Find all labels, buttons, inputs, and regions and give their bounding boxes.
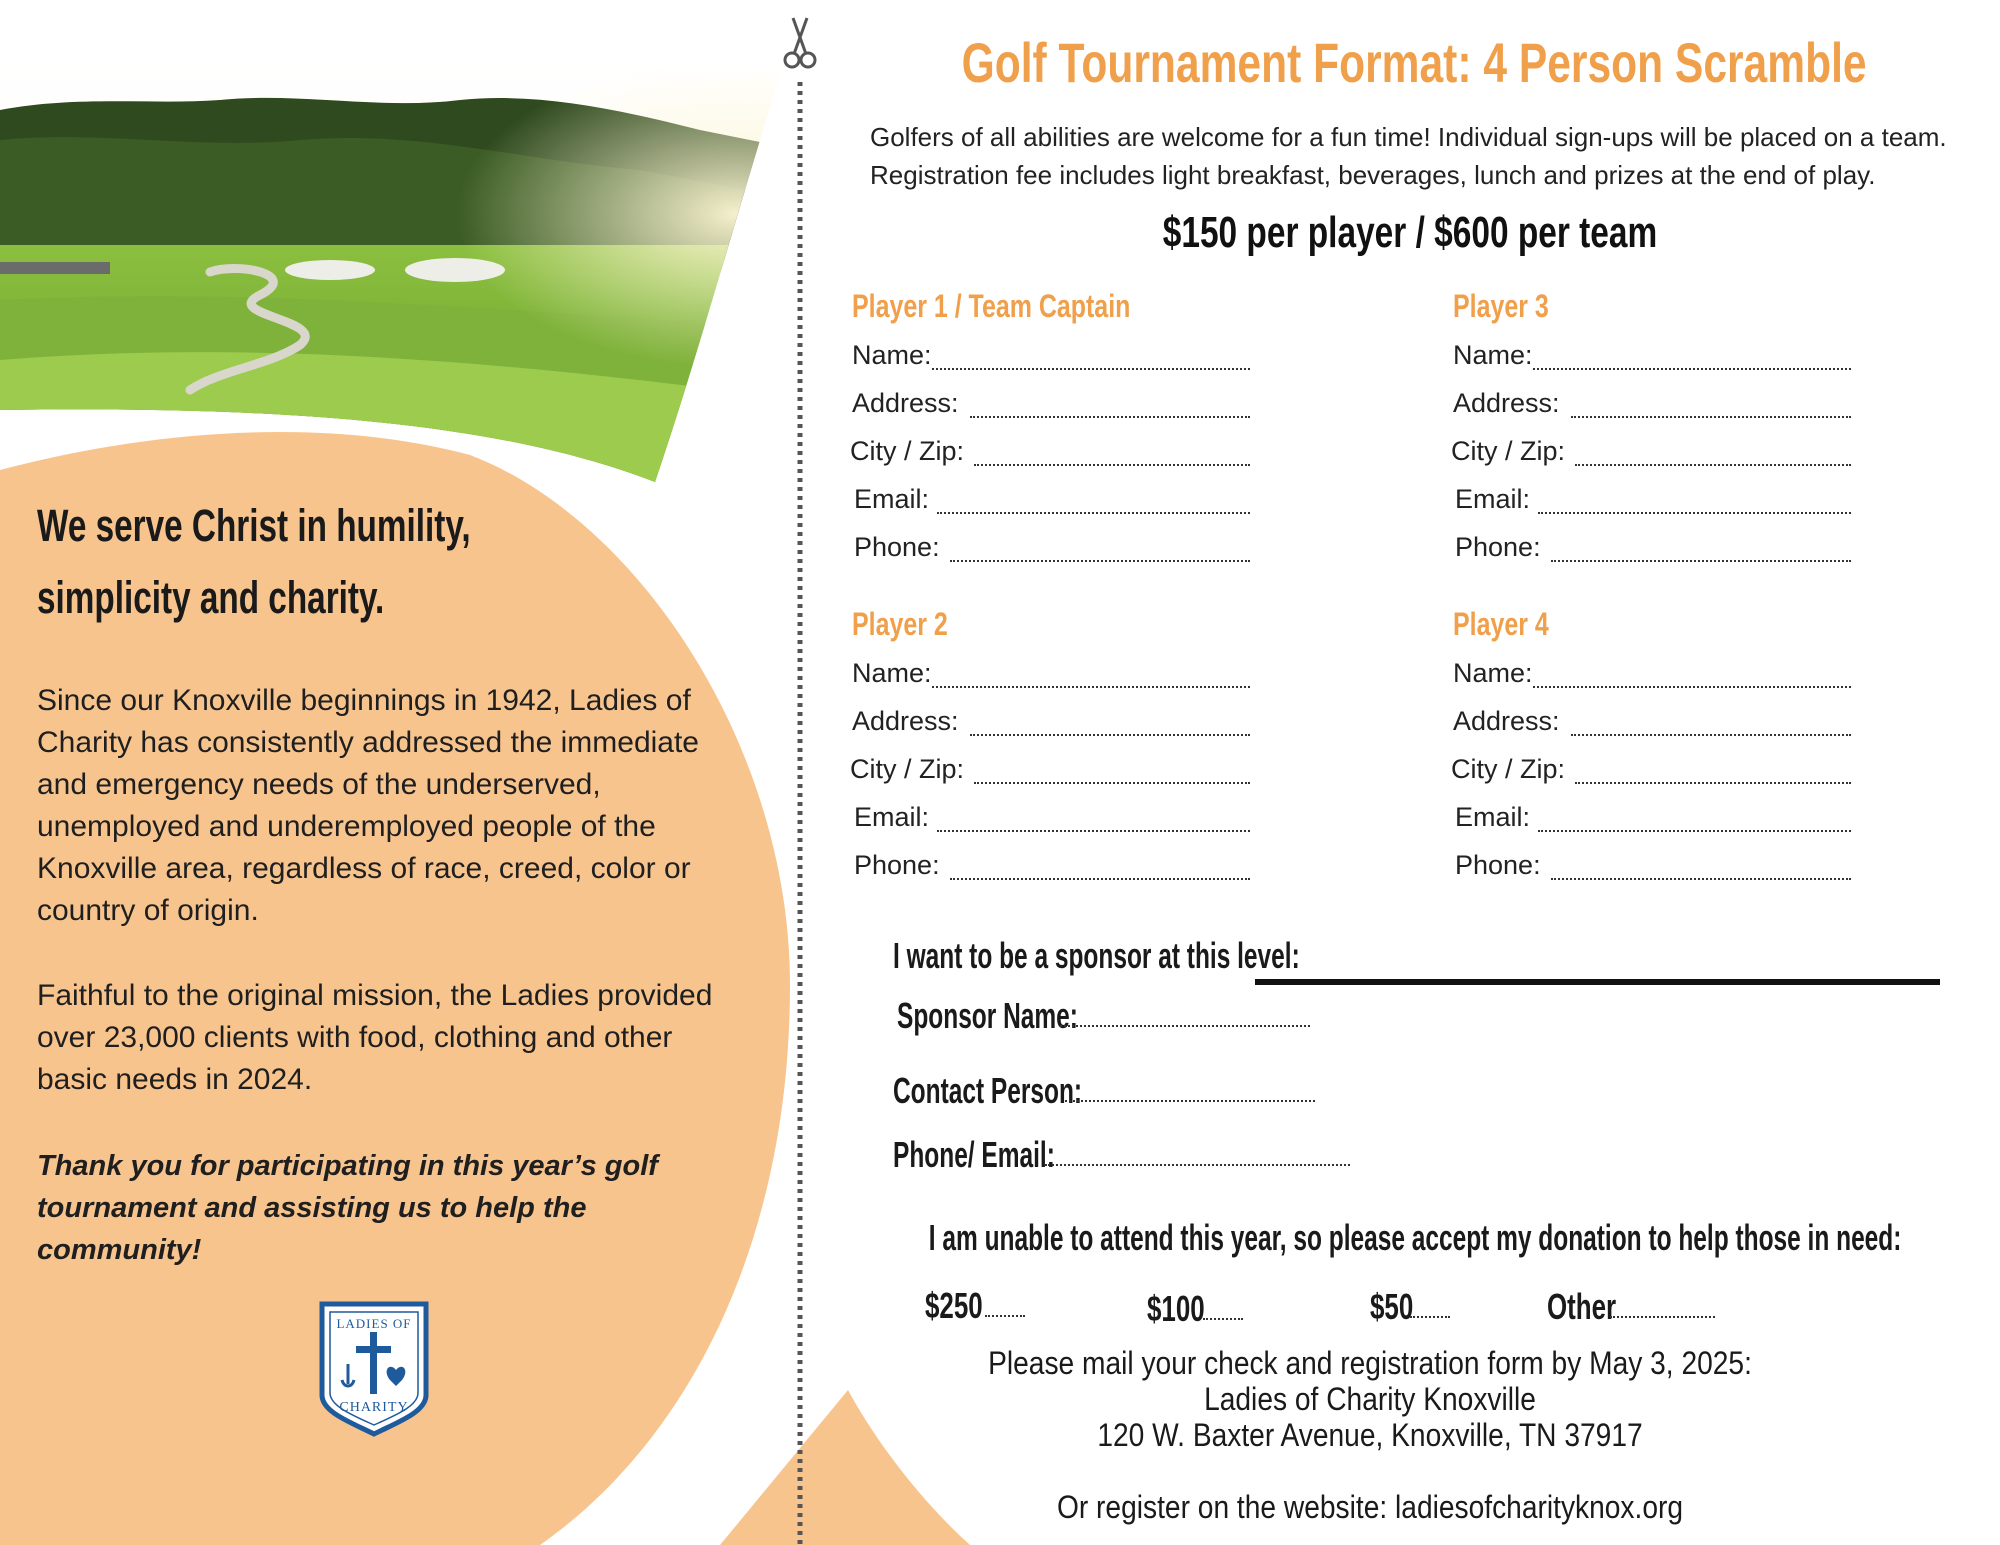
- player-2-address-label: Address:: [1453, 388, 1560, 418]
- player-4-city-label: City / Zip:: [1451, 754, 1566, 784]
- player-1-name-field[interactable]: [932, 368, 1250, 370]
- player-1-city-label: City / Zip:: [850, 436, 965, 466]
- sponsor-name-field[interactable]: [1060, 1025, 1310, 1027]
- player-1-phone-field[interactable]: [950, 560, 1250, 562]
- intro-line1: Golfers of all abilities are welcome for a fun time! Individual sign-ups will be placed on a team.: [870, 122, 1947, 152]
- logo-top-text: LADIES OF: [336, 1316, 412, 1331]
- mission-line: Faithful to the original mission, the Ladies provided: [37, 979, 713, 1012]
- mission-line: over 23,000 clients with food, clothing and other: [37, 1021, 673, 1054]
- mission-line: basic needs in 2024.: [37, 1063, 313, 1096]
- player-3-address-field[interactable]: [970, 734, 1250, 736]
- player-3-phone-label: Phone:: [854, 850, 940, 880]
- player-2-phone-label: Phone:: [1455, 532, 1541, 562]
- player-2-email-label: Email:: [1455, 484, 1531, 514]
- history-line: and emergency needs of the underserved,: [37, 768, 601, 801]
- player-4-title: Player 4: [1453, 606, 1549, 642]
- price-line: $150 per player / $600 per team: [1162, 208, 1658, 257]
- donation-option-50: $50: [1370, 1286, 1414, 1327]
- sponsor-level-label: I want to be a sponsor at this level:: [893, 935, 1300, 976]
- player-1-title: Player 1 / Team Captain: [852, 288, 1131, 324]
- mission-paragraph: [37, 975, 712, 1101]
- player-4-name-field[interactable]: [1533, 686, 1851, 688]
- history-line: Charity has consistently addressed the immediate: [37, 726, 699, 759]
- thank-you-line: tournament and assisting us to help the: [37, 1192, 587, 1224]
- donation-100-field[interactable]: [1203, 1318, 1243, 1320]
- golf-course-photo: [0, 60, 800, 505]
- contact-person-field[interactable]: [1065, 1100, 1315, 1102]
- player-4-address-label: Address:: [1453, 706, 1560, 736]
- mission-heading-line2: simplicity and charity.: [37, 572, 385, 623]
- player-1-email-field[interactable]: [937, 512, 1250, 514]
- history-line: Knoxville area, regardless of race, creed, color or: [37, 852, 691, 885]
- thank-you-line: Thank you for participating in this year’s golf: [37, 1150, 658, 1182]
- player-1-address-field[interactable]: [970, 416, 1250, 418]
- player-3-phone-field[interactable]: [950, 878, 1250, 880]
- sponsor-level-line[interactable]: [1255, 979, 1940, 985]
- scissors-icon: [782, 14, 818, 70]
- player-2-name-field[interactable]: [1533, 368, 1851, 370]
- donation-option-other: Other: [1547, 1286, 1617, 1327]
- mail-line1: Please mail your check and registration form by May 3, 2025:: [988, 1345, 1752, 1381]
- website-line: Or register on the website: ladiesofcharityknox.org: [1056, 1489, 1684, 1525]
- mission-heading-line1: We serve Christ in humility,: [37, 500, 471, 551]
- player-4-email-field[interactable]: [1538, 830, 1851, 832]
- donation-option-250: $250: [925, 1285, 983, 1326]
- player-4-name-label: Name:: [1453, 658, 1533, 688]
- contact-person-label: Contact Person:: [893, 1070, 1083, 1111]
- player-4-phone-label: Phone:: [1455, 850, 1541, 880]
- sponsor-name-label: Sponsor Name:: [897, 995, 1078, 1036]
- player-3-city-label: City / Zip:: [850, 754, 965, 784]
- phone-email-label: Phone/ Email:: [893, 1134, 1055, 1175]
- intro-line2: Registration fee includes light breakfast, beverages, lunch and prizes at the end of play.: [870, 160, 1876, 190]
- mailing-info: [820, 1345, 2000, 1525]
- player-4-address-field[interactable]: [1571, 734, 1851, 736]
- player-4-phone-field[interactable]: [1551, 878, 1851, 880]
- history-line: country of origin.: [37, 894, 259, 927]
- donation-prompt: I am unable to attend this year, so please accept my donation to help those in need:: [928, 1217, 1902, 1258]
- player-1-name-label: Name:: [852, 340, 932, 370]
- phone-email-field[interactable]: [1045, 1164, 1350, 1166]
- donation-250-field[interactable]: [985, 1315, 1025, 1317]
- player-1-city-field[interactable]: [974, 464, 1250, 466]
- player-1-phone-label: Phone:: [854, 532, 940, 562]
- donation-option-100: $100: [1147, 1288, 1205, 1329]
- mail-line3: 120 W. Baxter Avenue, Knoxville, TN 37917: [1097, 1417, 1643, 1453]
- thank-you-line: community!: [37, 1234, 202, 1266]
- player-2-phone-field[interactable]: [1551, 560, 1851, 562]
- player-1-email-label: Email:: [854, 484, 930, 514]
- donation-50-field[interactable]: [1410, 1316, 1450, 1318]
- player-2-city-field[interactable]: [1575, 464, 1851, 466]
- player-2-title: Player 3: [1453, 288, 1549, 324]
- player-3-title: Player 2: [852, 606, 948, 642]
- player-3-name-field[interactable]: [932, 686, 1250, 688]
- player-3-email-field[interactable]: [937, 830, 1250, 832]
- mail-line2: Ladies of Charity Knoxville: [1204, 1381, 1536, 1417]
- player-3-city-field[interactable]: [974, 782, 1250, 784]
- player-2-address-field[interactable]: [1571, 416, 1851, 418]
- player-3-name-label: Name:: [852, 658, 932, 688]
- history-line: unemployed and underemployed people of the: [37, 810, 656, 843]
- ladies-of-charity-logo: [318, 1300, 430, 1438]
- cross-anchor-heart-icon: [370, 1332, 377, 1394]
- player-4-email-label: Email:: [1455, 802, 1531, 832]
- player-3-email-label: Email:: [854, 802, 930, 832]
- player-2-city-label: City / Zip:: [1451, 436, 1566, 466]
- intro-text: [870, 118, 1947, 194]
- history-paragraph: [37, 680, 699, 932]
- form-title: Golf Tournament Format: 4 Person Scramble: [961, 31, 1867, 94]
- player-4-city-field[interactable]: [1575, 782, 1851, 784]
- donation-other-field[interactable]: [1610, 1316, 1715, 1318]
- history-line: Since our Knoxville beginnings in 1942, Ladies of: [37, 684, 691, 717]
- player-2-email-field[interactable]: [1538, 512, 1851, 514]
- logo-bottom-text: CHARITY: [339, 1400, 409, 1415]
- player-1-address-label: Address:: [852, 388, 959, 418]
- thank-you-paragraph: [37, 1145, 658, 1271]
- player-3-address-label: Address:: [852, 706, 959, 736]
- player-2-name-label: Name:: [1453, 340, 1533, 370]
